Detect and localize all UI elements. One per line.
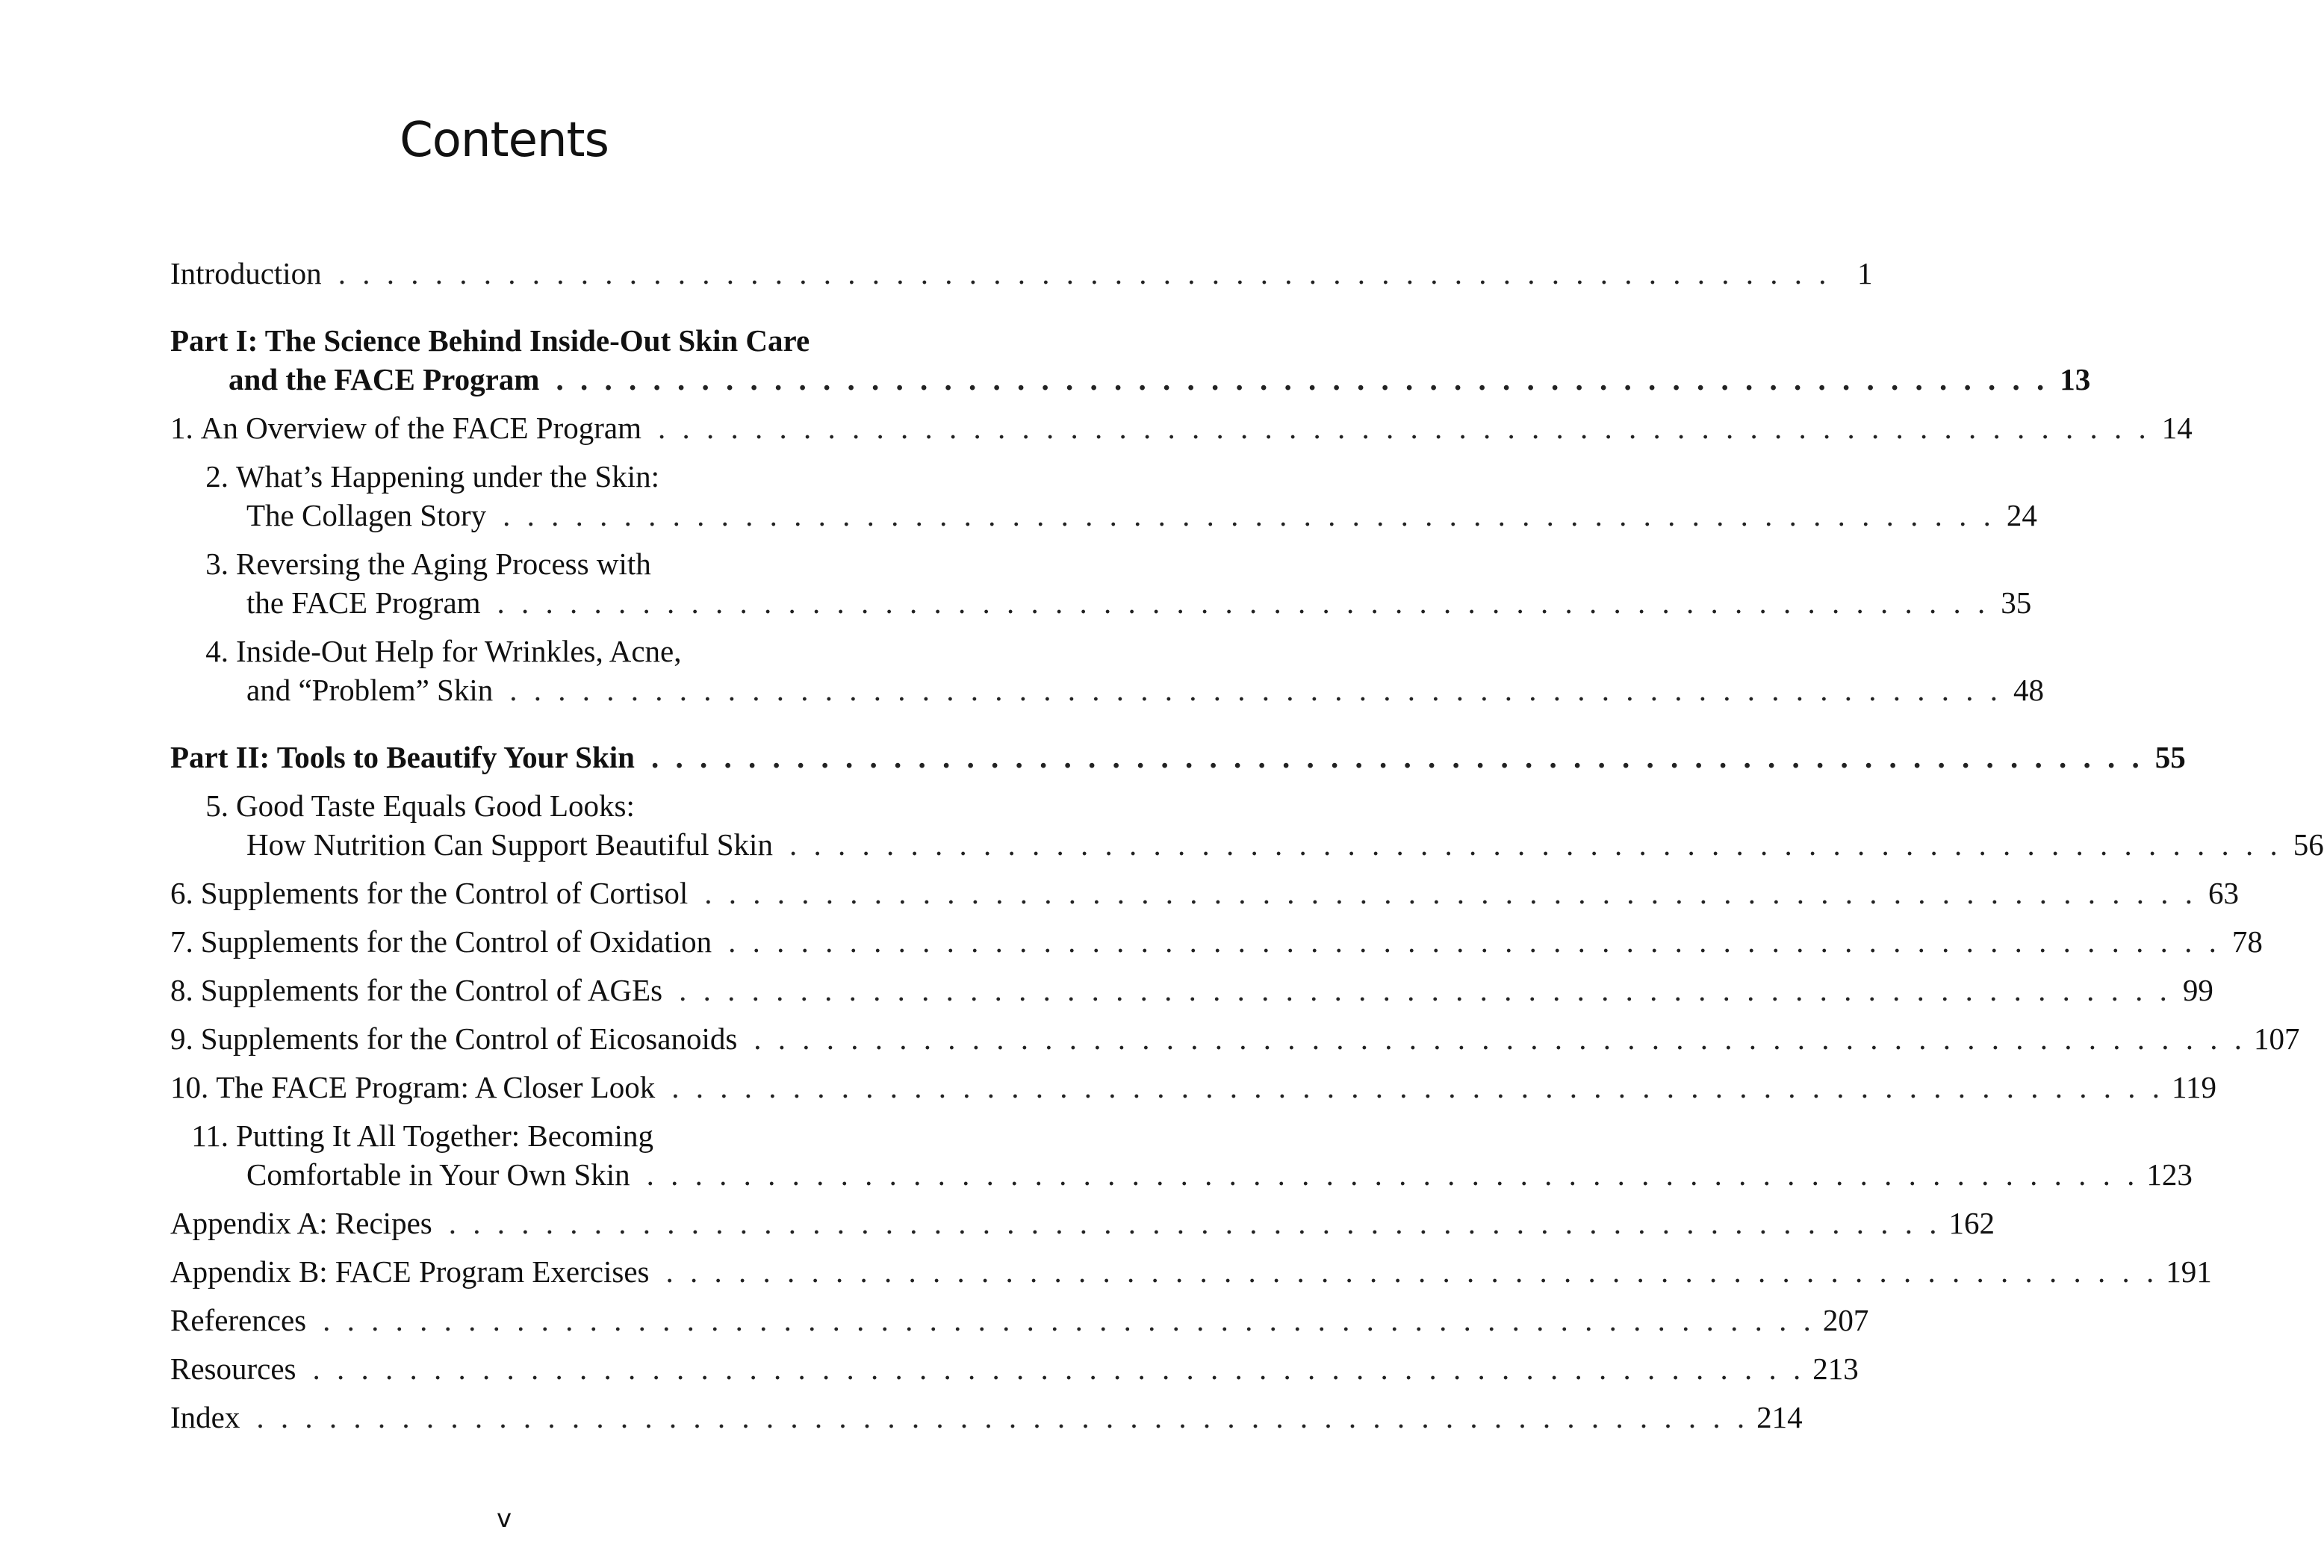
page-number: 191 (2166, 1254, 2212, 1289)
dot-leader: . . . . . . . . . . . . . . . . . . . . . . . . . . . . . . . . . . . . . . . . . . . . . . . . . . . . . . . . . . . . . . (679, 973, 2172, 1007)
toc-line (170, 874, 2240, 912)
page-number: 63 (2208, 876, 2240, 910)
chapter-number: 3. (205, 547, 229, 581)
chapter-number: 8. (170, 973, 193, 1007)
chapter-number: 9. (170, 1021, 193, 1056)
page-number: 55 (2154, 740, 2186, 774)
page-number: 214 (1756, 1400, 1803, 1434)
dot-leader: . . . . . . . . . . . . . . . . . . . . . . . . . . . . . . . . . . . . . . . . . . . . . . . . . . . . . . . . . . . . . . (665, 1254, 2159, 1289)
dot-leader: . . . . . . . . . . . . . . . . . . . . . . . . . . . . . . . . . . . . . . . . . . . . . . . . . . . . . . . . . . . . . . (323, 1303, 1815, 1337)
dot-leader: . . . . . . . . . . . . . . . . . . . . . . . . . . . . . . . . . . . . . . . . . . . . . . . . . . . . . . . . . . . . . . (338, 256, 1831, 290)
entry-title: An Overview of the FACE Program (200, 411, 641, 445)
dot-leader: . . . . . . . . . . . . . . . . . . . . . . . . . . . . . . . . . . . . . . . . . . . . . . . . . . . . . . . . . . . . . . (657, 411, 2151, 445)
toc-line (170, 1252, 2212, 1291)
toc-line (170, 738, 2186, 777)
entry-title: References (170, 1303, 307, 1337)
table-of-contents (170, 254, 2324, 1437)
entry-title: and “Problem” Skin (246, 673, 494, 707)
chapter-number: 5. (205, 788, 229, 823)
entry-title: Introduction (170, 256, 322, 290)
toc-entry[interactable] (170, 254, 1873, 293)
entry-title: Inside-Out Help for Wrinkles, Acne, (236, 634, 682, 668)
entry-title: The Collagen Story (246, 498, 487, 532)
toc-entry[interactable] (170, 786, 2324, 864)
chapter-number: 4. (205, 634, 229, 668)
toc-line (170, 360, 2091, 399)
entry-title: Part I: The Science Behind Inside-Out Skin Care (170, 323, 810, 358)
toc-line (170, 583, 2032, 622)
page-number: 14 (2161, 411, 2193, 445)
toc-entry[interactable] (170, 971, 2213, 1009)
toc-entry[interactable] (170, 632, 2044, 709)
entry-title: the FACE Program (246, 585, 481, 620)
page-number: 78 (2231, 924, 2263, 959)
toc-entry[interactable] (170, 408, 2193, 447)
toc-line (170, 1204, 1995, 1242)
page-number: 13 (2060, 362, 2091, 396)
toc-line (170, 496, 2037, 535)
entry-title: Good Taste Equals Good Looks: (236, 788, 635, 823)
entry-title: Supplements for the Control of Eicosanoids (200, 1021, 738, 1056)
page-number: 56 (2293, 827, 2324, 862)
toc-line (170, 1301, 1869, 1340)
page-number-footer: v (496, 1504, 512, 1534)
entry-title: Supplements for the Control of Oxidation (200, 924, 712, 959)
dot-leader: . . . . . . . . . . . . . . . . . . . . . . . . . . . . . . . . . . . . . . . . . . . . . . . . . . . . . . . . . . . . . . (256, 1400, 1750, 1434)
page-number: 48 (2013, 673, 2044, 707)
toc-line (170, 1398, 1803, 1437)
page-number: 1 (1857, 256, 1873, 290)
page-number: 107 (2254, 1021, 2300, 1056)
dot-leader: . . . . . . . . . . . . . . . . . . . . . . . . . . . . . . . . . . . . . . . . . . . . . . . . . . . . . . . . . . . . . . (671, 1070, 2165, 1104)
toc-entry[interactable] (170, 1301, 1869, 1340)
toc-line (170, 1019, 2300, 1058)
entry-title: Resources (170, 1351, 296, 1386)
page-number: 99 (2182, 973, 2213, 1007)
toc-line (170, 632, 904, 671)
dot-leader: . . . . . . . . . . . . . . . . . . . . . . . . . . . . . . . . . . . . . . . . . . . . . . . . . . . . . . . . . . . . . . (312, 1351, 1806, 1386)
entry-title: Appendix A: Recipes (170, 1206, 432, 1240)
dot-leader: . . . . . . . . . . . . . . . . . . . . . . . . . . . . . . . . . . . . . . . . . . . . . . . . . . . . . . . . . . . . . . (503, 498, 1995, 532)
toc-line (170, 408, 2193, 447)
toc-entry[interactable] (170, 1349, 1859, 1388)
page-number: 35 (2001, 585, 2032, 620)
entry-title: Reversing the Aging Process with (236, 547, 651, 581)
page-number: 119 (2172, 1070, 2216, 1104)
toc-line (170, 457, 904, 496)
entry-title: and the FACE Program (229, 362, 540, 396)
page-number: 123 (2146, 1157, 2193, 1192)
dot-leader: . . . . . . . . . . . . . . . . . . . . . . . . . . . . . . . . . . . . . . . . . . . . . . . . . . . . . . . . . . . . . . (789, 827, 2282, 862)
chapter-number: 11. (191, 1119, 229, 1153)
chapter-number: 7. (170, 924, 193, 959)
entry-title: Supplements for the Control of AGEs (200, 973, 663, 1007)
dot-leader: . . . . . . . . . . . . . . . . . . . . . . . . . . . . . . . . . . . . . . . . . . . . . . . . . . . . . . . . . . . . . . (448, 1206, 1942, 1240)
entry-title: Appendix B: FACE Program Exercises (170, 1254, 650, 1289)
dot-leader: . . . . . . . . . . . . . . . . . . . . . . . . . . . . . . . . . . . . . . . . . . . . . . . . . . . . . . . . . . . . . . (509, 673, 2002, 707)
toc-line (170, 922, 2263, 961)
dot-leader: . . . . . . . . . . . . . . . . . . . . . . . . . . . . . . . . . . . . . . . . . . . . . . . . . . . . . . . . . . . . . . (556, 362, 2049, 396)
toc-line (170, 1116, 904, 1155)
toc-entry[interactable] (170, 1068, 2216, 1107)
toc-entry[interactable] (170, 1252, 2212, 1291)
entry-title: Putting It All Together: Becoming (236, 1119, 653, 1153)
dot-leader: . . . . . . . . . . . . . . . . . . . . . . . . . . . . . . . . . . . . . . . . . . . . . . . . . . . . . . . . . . . . . . (646, 1157, 2140, 1192)
toc-line (170, 254, 1873, 293)
toc-entry[interactable] (170, 738, 2186, 777)
page-number: 207 (1822, 1303, 1869, 1337)
toc-entry[interactable] (170, 1204, 1995, 1242)
entry-title: Comfortable in Your Own Skin (246, 1157, 630, 1192)
toc-entry[interactable] (170, 1398, 1803, 1437)
toc-line (170, 1155, 2193, 1194)
toc-entry[interactable] (170, 1116, 2193, 1194)
toc-line (170, 786, 904, 825)
chapter-number: 10. (170, 1070, 209, 1104)
dot-leader: . . . . . . . . . . . . . . . . . . . . . . . . . . . . . . . . . . . . . . . . . . . . . . . . . . . . . . . . . . . . . . (754, 1021, 2247, 1056)
chapter-number: 2. (205, 459, 229, 494)
toc-line (170, 971, 2213, 1009)
dot-leader: . . . . . . . . . . . . . . . . . . . . . . . . . . . . . . . . . . . . . . . . . . . . . . . . . . . . . . . . . . . . . . (728, 924, 2221, 959)
toc-line (170, 671, 2044, 709)
toc-entry[interactable] (170, 874, 2240, 912)
toc-entry[interactable] (170, 922, 2263, 961)
page-number: 162 (1948, 1206, 1995, 1240)
toc-entry[interactable] (170, 321, 2091, 399)
chapter-number: 6. (170, 876, 193, 910)
dot-leader: . . . . . . . . . . . . . . . . . . . . . . . . . . . . . . . . . . . . . . . . . . . . . . . . . . . . . . . . . . . . . . (650, 740, 2144, 774)
chapter-number: 1. (170, 411, 193, 445)
toc-entry[interactable] (170, 1019, 2300, 1058)
toc-line (170, 1349, 1859, 1388)
dot-leader: . . . . . . . . . . . . . . . . . . . . . . . . . . . . . . . . . . . . . . . . . . . . . . . . . . . . . . . . . . . . . . (497, 585, 1990, 620)
entry-title: Index (170, 1400, 240, 1434)
entry-title: What’s Happening under the Skin: (236, 459, 660, 494)
entry-title: Part II: Tools to Beautify Your Skin (170, 740, 635, 774)
page-title: Contents (400, 113, 609, 168)
toc-entry[interactable] (170, 544, 2032, 622)
page-number: 24 (2006, 498, 2037, 532)
dot-leader: . . . . . . . . . . . . . . . . . . . . . . . . . . . . . . . . . . . . . . . . . . . . . . . . . . . . . . . . . . . . . . (704, 876, 2198, 910)
toc-line (170, 321, 904, 360)
entry-title: Supplements for the Control of Cortisol (200, 876, 689, 910)
toc-line (170, 825, 2324, 864)
toc-entry[interactable] (170, 457, 2037, 535)
toc-line (170, 1068, 2216, 1107)
entry-title: The FACE Program: A Closer Look (216, 1070, 656, 1104)
toc-line (170, 544, 904, 583)
page-number: 213 (1812, 1351, 1859, 1386)
entry-title: How Nutrition Can Support Beautiful Skin (246, 827, 773, 862)
